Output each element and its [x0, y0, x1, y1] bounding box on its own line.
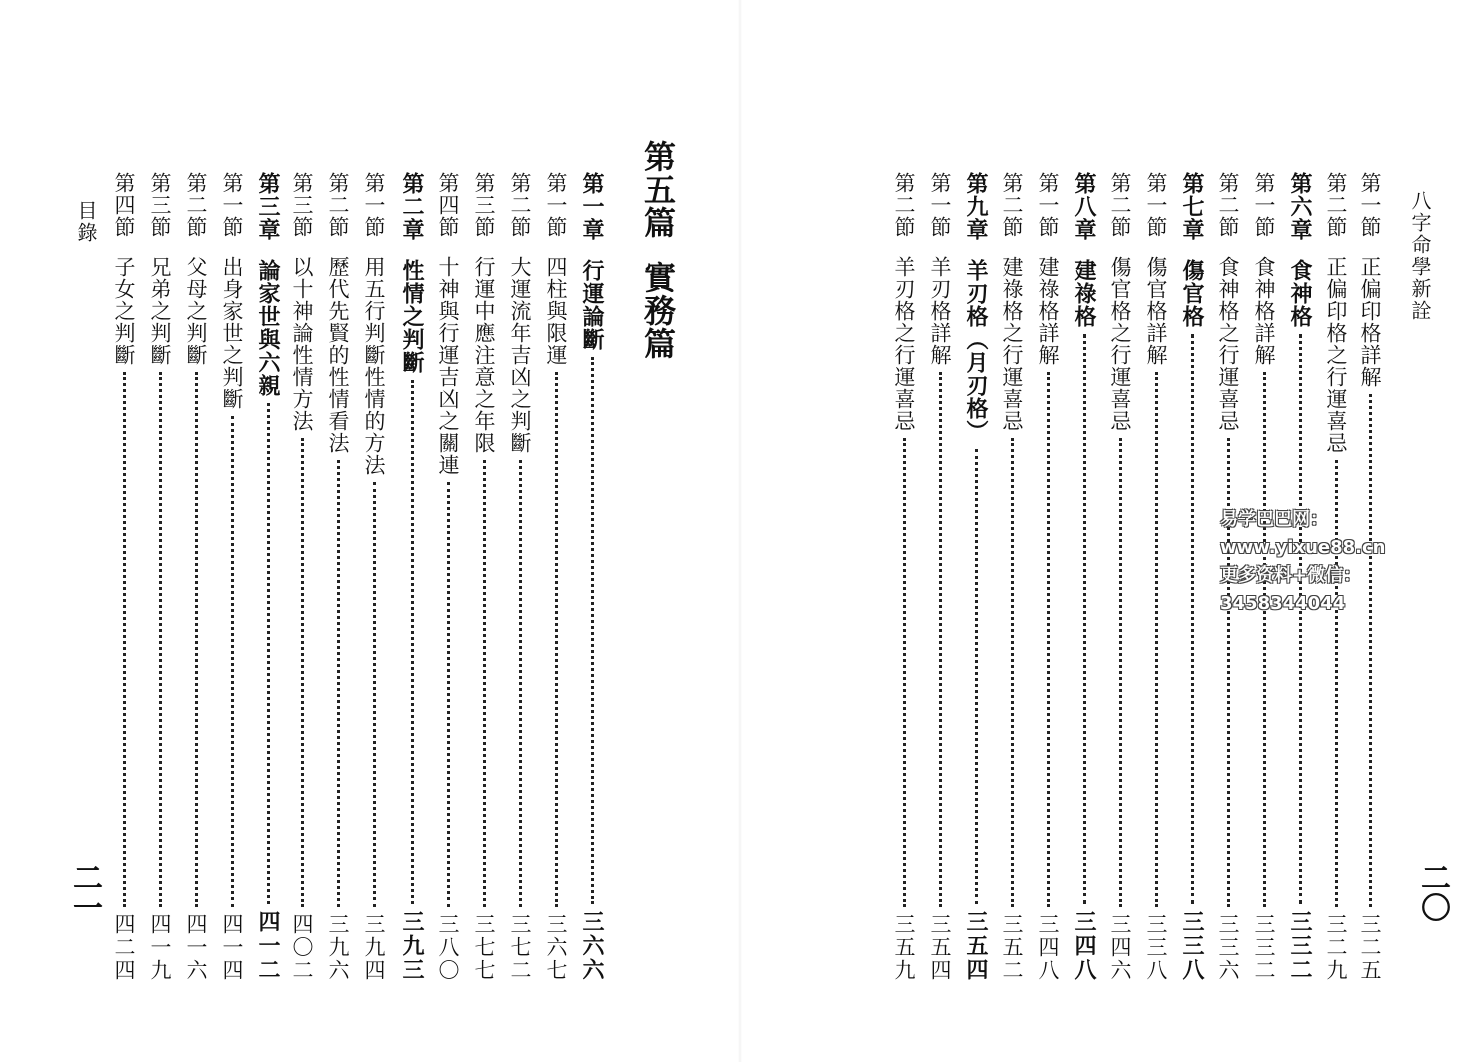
entry-section: 第二節	[1324, 172, 1348, 238]
entry-page: 三九六	[326, 913, 350, 982]
toc-entry-chapter[interactable]	[576, 172, 608, 982]
toc-entry[interactable]	[358, 172, 390, 982]
dot-leader	[337, 460, 340, 907]
entry-section: 第二章	[399, 172, 425, 241]
entry-page: 三三八	[1144, 913, 1168, 982]
entry-page: 三二五	[1358, 913, 1382, 982]
entry-section: 第一節	[544, 172, 568, 238]
toc-entry[interactable]	[286, 172, 318, 982]
entry-page: 三五二	[1000, 913, 1024, 982]
entry-page: 三八〇	[436, 913, 460, 982]
dot-leader	[1155, 372, 1158, 907]
dot-leader	[1011, 438, 1014, 907]
entry-title: 食神格詳解	[1252, 256, 1276, 366]
toc-entry[interactable]	[1104, 172, 1136, 982]
dot-leader	[373, 482, 376, 907]
toc-entry-chapter[interactable]	[252, 172, 284, 982]
toc-entry[interactable]	[180, 172, 212, 982]
entry-page: 三七七	[472, 913, 496, 982]
entry-page: 四一九	[148, 913, 172, 982]
dot-leader	[591, 357, 594, 904]
entry-section: 第三章	[255, 172, 281, 241]
entry-title: 食神格之行運喜忌	[1216, 256, 1240, 432]
dot-leader	[267, 403, 270, 904]
dot-leader	[195, 372, 198, 907]
entry-section: 第二節	[892, 172, 916, 238]
entry-title: 正偏印格詳解	[1358, 256, 1382, 388]
toc-entry[interactable]	[504, 172, 536, 982]
running-header: 八字命學新詮	[1408, 190, 1432, 322]
toc-entry[interactable]	[1140, 172, 1172, 982]
toc-entry[interactable]	[996, 172, 1028, 982]
watermark-line-1: 易学巴巴网：www.yixue88.cn	[1220, 509, 1386, 558]
dot-leader	[1263, 372, 1266, 907]
entry-title: 傷官格詳解	[1144, 256, 1168, 366]
watermark-line-2: 更多资料+微信：3458344044	[1220, 565, 1362, 614]
dot-leader	[1119, 438, 1122, 907]
entry-title: 十神與行運吉凶之關連	[436, 256, 460, 476]
dot-leader	[231, 416, 234, 907]
dot-leader	[447, 482, 450, 907]
entry-section: 第二節	[326, 172, 350, 238]
dot-leader	[903, 438, 906, 907]
entry-section: 第七章	[1179, 172, 1205, 241]
entry-page: 四一二	[255, 910, 281, 982]
entry-section: 第六章	[1287, 172, 1313, 241]
entry-section: 第四節	[112, 172, 136, 238]
entry-page: 三三二	[1252, 913, 1276, 982]
entry-page: 三六七	[544, 913, 568, 982]
dot-leader	[123, 372, 126, 907]
entry-title: 用五行判斷性情的方法	[362, 256, 386, 476]
entry-page: 三三二	[1287, 910, 1313, 982]
entry-page: 三三六	[1216, 913, 1240, 982]
dot-leader	[555, 372, 558, 907]
toc-entry-chapter[interactable]	[1068, 172, 1100, 982]
entry-page: 四二四	[112, 913, 136, 982]
dot-leader	[1299, 334, 1302, 904]
entry-section: 第二節	[508, 172, 532, 238]
entry-section: 第一節	[1144, 172, 1168, 238]
toc-entry[interactable]	[108, 172, 140, 982]
toc-entry-chapter[interactable]	[1176, 172, 1208, 982]
toc-entry-chapter[interactable]	[396, 172, 428, 982]
entry-page: 三九三	[399, 910, 425, 982]
entry-section: 第一節	[928, 172, 952, 238]
entry-page: 三五九	[892, 913, 916, 982]
entry-page: 三四八	[1071, 910, 1097, 982]
entry-title: 兄弟之判斷	[148, 256, 172, 366]
entry-page: 三三八	[1179, 910, 1205, 982]
entry-section: 第二節	[1216, 172, 1240, 238]
entry-section: 第二節	[1000, 172, 1024, 238]
dot-leader	[159, 372, 162, 907]
entry-section: 第二節	[184, 172, 208, 238]
entry-title: 羊刃格之行運喜忌	[892, 256, 916, 432]
entry-page: 三四八	[1036, 913, 1060, 982]
entry-title: 建祿格詳解	[1036, 256, 1060, 366]
entry-page: 三五四	[928, 913, 952, 982]
toc-entry[interactable]	[322, 172, 354, 982]
toc-entry[interactable]	[144, 172, 176, 982]
entry-section: 第九章	[963, 172, 989, 241]
entry-title: 出身家世之判斷	[220, 256, 244, 410]
entry-section: 第一章	[579, 172, 605, 241]
dot-leader	[939, 372, 942, 907]
toc-entry[interactable]	[888, 172, 920, 982]
entry-title: 大運流年吉凶之判斷	[508, 256, 532, 454]
entry-page: 三四六	[1108, 913, 1132, 982]
entry-section: 第一節	[220, 172, 244, 238]
dot-leader	[1191, 334, 1194, 904]
toc-entry-chapter[interactable]	[960, 172, 992, 982]
entry-section: 第三節	[472, 172, 496, 238]
page-number: 二〇	[1415, 862, 1450, 922]
entry-section: 第一節	[1358, 172, 1382, 238]
entry-title: 父母之判斷	[184, 256, 208, 366]
entry-title: 羊刃格（月刃格）	[963, 259, 989, 443]
toc-entry[interactable]	[216, 172, 248, 982]
entry-section: 第二節	[1108, 172, 1132, 238]
dot-leader	[519, 460, 522, 907]
toc-entry[interactable]	[1032, 172, 1064, 982]
dot-leader	[301, 438, 304, 907]
dot-leader	[1047, 372, 1050, 907]
dot-leader	[411, 380, 414, 904]
entry-title: 傷官格之行運喜忌	[1108, 256, 1132, 432]
part-heading	[636, 140, 680, 360]
entry-title: 四柱與限運	[544, 256, 568, 366]
dot-leader	[1369, 394, 1372, 907]
entry-title: 行運中應注意之年限	[472, 256, 496, 454]
entry-title: 以十神論性情方法	[290, 256, 314, 432]
toc-entry[interactable]	[468, 172, 500, 982]
entry-page: 四〇二	[290, 913, 314, 982]
entry-page: 三七二	[508, 913, 532, 982]
entry-title: 行運論斷	[579, 259, 605, 351]
entry-title: 傷官格	[1179, 259, 1205, 328]
entry-title: 子女之判斷	[112, 256, 136, 366]
part-label: 第五篇	[639, 140, 677, 239]
entry-page: 三六六	[579, 910, 605, 982]
entry-title: 建祿格之行運喜忌	[1000, 256, 1024, 432]
entry-page: 三二九	[1324, 913, 1348, 982]
entry-section: 第一節	[362, 172, 386, 238]
dot-leader	[483, 460, 486, 907]
entry-section: 第三節	[290, 172, 314, 238]
entry-page: 四一四	[220, 913, 244, 982]
entry-section: 第一節	[1036, 172, 1060, 238]
dot-leader	[975, 449, 978, 904]
entry-title: 建祿格	[1071, 259, 1097, 328]
toc-entry[interactable]	[924, 172, 956, 982]
entry-title: 性情之判斷	[399, 259, 425, 374]
entry-page: 三五四	[963, 910, 989, 982]
entry-page: 三九四	[362, 913, 386, 982]
toc-entry[interactable]	[540, 172, 572, 982]
entry-section: 第四節	[436, 172, 460, 238]
watermark	[1220, 506, 1480, 618]
entry-title: 羊刃格詳解	[928, 256, 952, 366]
toc-entry[interactable]	[432, 172, 464, 982]
entry-section: 第三節	[148, 172, 172, 238]
entry-page: 四一六	[184, 913, 208, 982]
entry-section: 第八章	[1071, 172, 1097, 241]
entry-title: 歷代先賢的性情看法	[326, 256, 350, 454]
entry-title: 食神格	[1287, 259, 1313, 328]
dot-leader	[1083, 334, 1086, 904]
page-number: 二一	[67, 862, 102, 922]
page-header: 目錄	[74, 200, 98, 244]
entry-title: 論家世與六親	[255, 259, 281, 397]
part-title: 實務篇	[639, 261, 677, 360]
entry-section: 第一節	[1252, 172, 1276, 238]
entry-title: 正偏印格之行運喜忌	[1324, 256, 1348, 454]
